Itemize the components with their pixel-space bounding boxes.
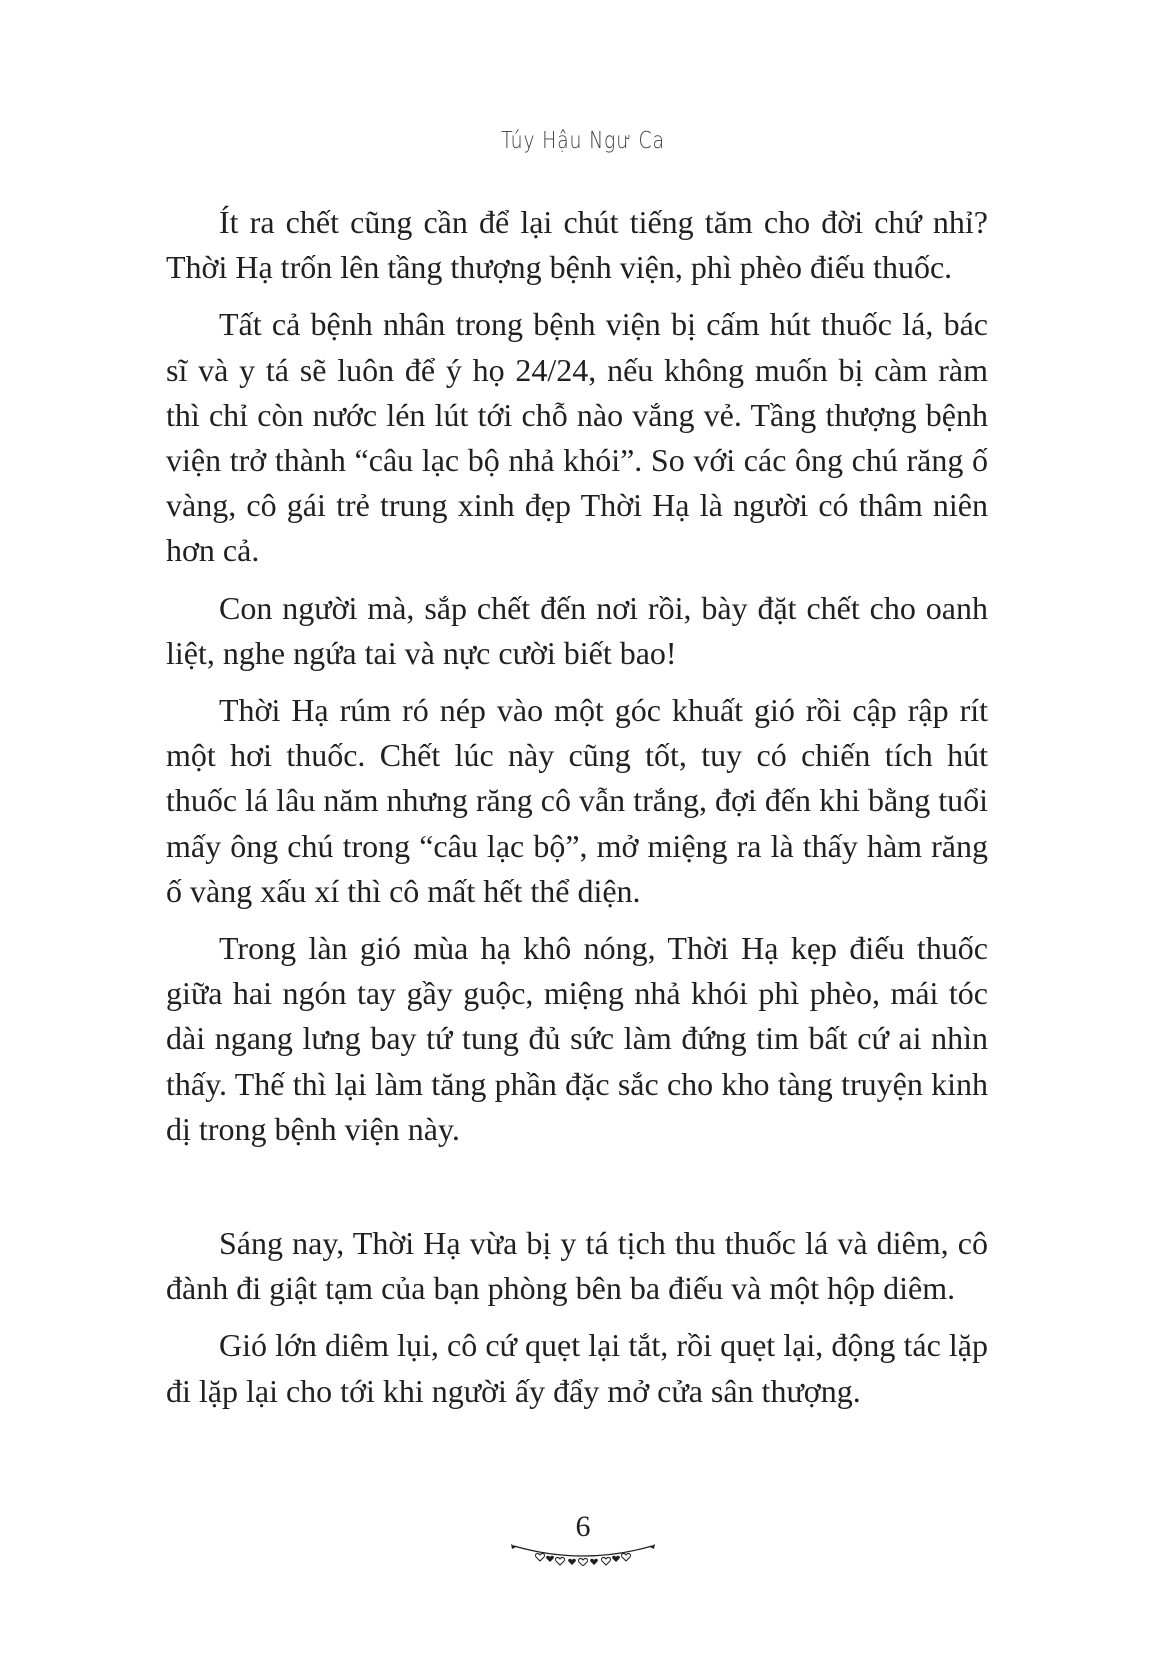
- running-header: Túy Hậu Ngư Ca: [501, 128, 665, 154]
- paragraph: Trong làn gió mùa hạ khô nóng, Thời Hạ kẹp điếu thuốc giữa hai ngón tay gầy guộc, miệng nhả khói phì phèo, mái tóc dài ngang lưng bay tứ tung đủ sức làm đứng tim bất cứ ai nhìn thấy. Thế thì lại làm tăng phần đặc sắc cho kho tàng truyện kinh dị trong bệnh viện này.: [166, 930, 988, 1147]
- heart-garland-icon: [510, 1540, 656, 1566]
- paragraph: Gió lớn diêm lụi, cô cứ quẹt lại tắt, rồi quẹt lại, động tác lặp đi lặp lại cho tới khi người ấy đẩy mở cửa sân thượng.: [166, 1327, 988, 1409]
- paragraph: Thời Hạ rúm ró nép vào một góc khuất gió rồi cập rập rít một hơi thuốc. Chết lúc này cũng tốt, tuy có chiến tích hút thuốc lá lâu năm nhưng răng cô vẫn trắng, đợi đến khi bằng tuổi mấy ông chú trong “câu lạc bộ”, mở miệng ra là thấy hàm răng ố vàng xấu xí thì cô mất hết thể diện.: [166, 692, 988, 909]
- paragraph: Ít ra chết cũng cần để lại chút tiếng tăm cho đời chứ nhỉ? Thời Hạ trốn lên tầng thượng bệnh viện, phì phèo điếu thuốc.: [166, 204, 988, 286]
- paragraph: Con người mà, sắp chết đến nơi rồi, bày đặt chết cho oanh liệt, nghe ngứa tai và nực cười biết bao!: [166, 589, 988, 671]
- page-number: 6: [575, 1510, 591, 1543]
- paragraph: Sáng nay, Thời Hạ vừa bị y tá tịch thu thuốc lá và diêm, cô đành đi giật tạm của bạn phòng bên ba điếu và một hộp diêm.: [166, 1225, 988, 1307]
- paragraph: Tất cả bệnh nhân trong bệnh viện bị cấm hút thuốc lá, bác sĩ và y tá sẽ luôn để ý họ 24/24, nếu không muốn bị càm ràm thì chỉ còn nước lén lút tới chỗ nào vắng vẻ. Tầng thượng bệnh viện trở thành “câu lạc bộ nhả khói”. So với các ông chú răng ố vàng, cô gái trẻ trung xinh đẹp Thời Hạ là người có thâm niên hơn cả.: [166, 306, 988, 569]
- body-text: [166, 200, 988, 1426]
